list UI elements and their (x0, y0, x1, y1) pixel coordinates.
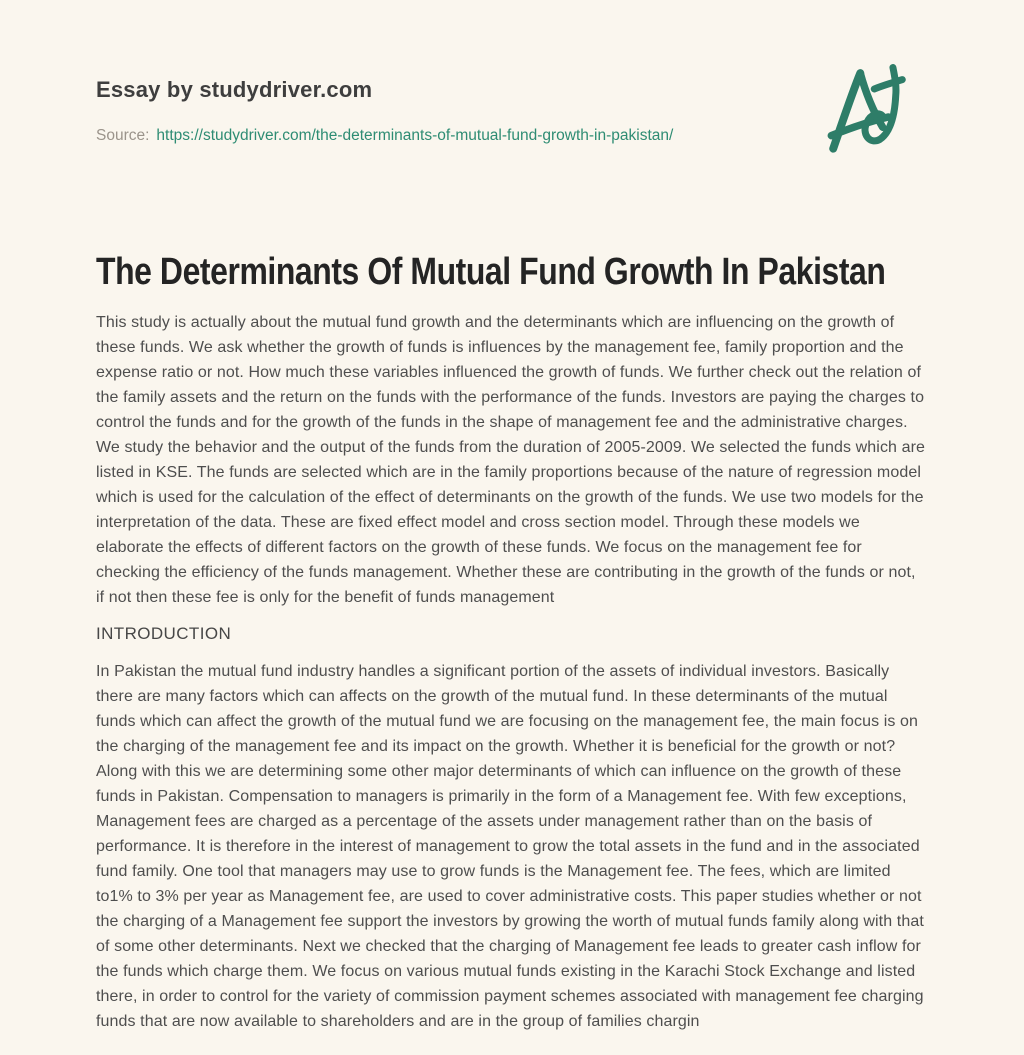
source-label: Source: (96, 127, 150, 144)
introduction-paragraph: In Pakistan the mutual fund industry handles a significant portion of the assets of individual investors. Basically there are many factors which can affects on the growth of the mutual fund. In these determinants of the mutual funds which can affect the growth of the mutual fund we are focusing on the management fee, the main focus is on the charging of the management fee and its impact on the growth. Whether it is beneficial for the growth or not? Along with this we are determining some other major determinants of which can influence on the growth of these funds in Pakistan. Compensation to managers is primarily in the form of a Management fee. With few exceptions, Management fees are charged as a percentage of the assets under management rather than on the basis of performance. It is therefore in the interest of management to grow the total assets in the fund and in the associated fund family. One tool that managers may use to grow funds is the Management fee. The fees, which are limited to1% to 3% per year as Management fee, are used to cover administrative costs. This paper studies whether or not the charging of a Management fee support the investors by growing the worth of mutual funds family along with that of some other determinants. Next we checked that the charging of Management fee leads to greater cash inflow for the funds which charge them. We focus on various mutual funds existing in the Karachi Stock Exchange and listed there, in order to control for the variety of commission payment schemes associated with management fee charging funds that are now available to shareholders and are in the group of families chargin (96, 663, 924, 1030)
logo-a-left-stroke (833, 73, 860, 149)
essay-title-text: The Determinants Of Mutual Fund Growth In Pakistan (96, 251, 886, 293)
essay-content (96, 250, 928, 1034)
source-url-link[interactable]: https://studydriver.com/the-determinants-of-mutual-fund-growth-in-pakistan/ (156, 127, 674, 144)
studydriver-a-plus-logo-icon (822, 58, 934, 161)
essay-title (96, 250, 928, 294)
source-row (96, 126, 928, 146)
byline: Essay by studydriver.com (96, 77, 373, 102)
page-header (96, 76, 928, 146)
section-heading-introduction: INTRODUCTION (96, 624, 232, 643)
abstract-paragraph: This study is actually about the mutual fund growth and the determinants which are influencing on the growth of these funds. We ask whether the growth of funds is influences by the management fee, family proportion and the expense ratio or not. How much these variables influenced the growth of funds. We further check out the relation of the family assets and the return on the funds with the performance of the funds. Investors are paying the charges to control the funds and for the growth of the funds in the shape of management fee and the administrative charges. We study the behavior and the output of the funds from the duration of 2005-2009. We selected the funds which are listed in KSE. The funds are selected which are in the family proportions because of the nature of regression model which is used for the calculation of the effect of determinants on the growth of the funds. We use two models for the interpretation of the data. These are fixed effect model and cross section model. Through these models we elaborate the effects of different factors on the growth of these funds. We focus on the management fee for checking the efficiency of the funds management. Whether these are contributing in the growth of the funds or not, if not then these fee is only for the benefit of funds management (96, 314, 926, 606)
